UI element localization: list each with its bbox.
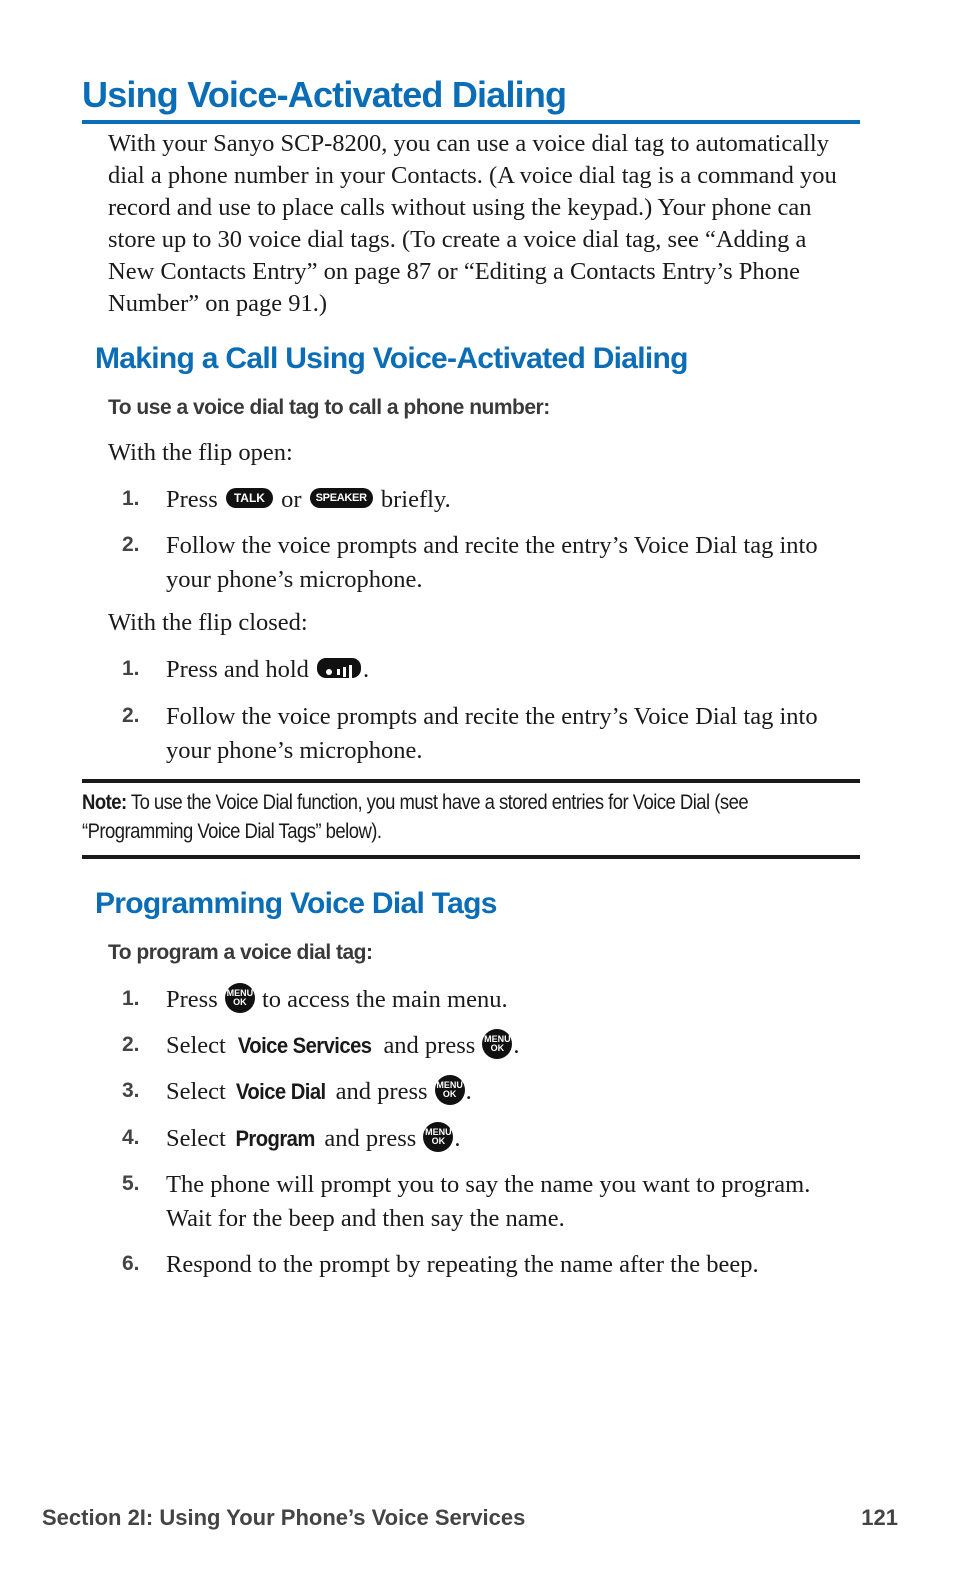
step-number: 3. — [122, 1079, 140, 1102]
note-box — [82, 779, 860, 859]
page-number: 121 — [861, 1505, 898, 1530]
step-text-part: . — [363, 656, 370, 683]
section-lead-program: To program a voice dial tag: — [108, 941, 373, 964]
note-text — [82, 788, 786, 846]
step-text-part: Press — [166, 486, 218, 513]
footer-section-title: Section 2I: Using Your Phone’s Voice Services — [42, 1505, 526, 1530]
speaker-key-icon: SPEAKER — [310, 488, 373, 508]
menu-option-name: Voice Dial — [235, 1079, 326, 1104]
menu-ok-key-icon: MENU OK — [482, 1029, 512, 1059]
step-number: 4. — [122, 1126, 140, 1149]
step-text — [166, 1122, 846, 1156]
step-text-part: to access the main menu. — [261, 986, 508, 1013]
step-text-part: . — [465, 1078, 472, 1105]
section-heading-making-call: Making a Call Using Voice-Activated Dialing — [95, 342, 688, 375]
step-text — [166, 983, 846, 1017]
menu-option-name: Voice Services — [237, 1033, 372, 1058]
step-text-part: and press — [383, 1032, 476, 1059]
step-text — [166, 653, 846, 687]
step-number: 1. — [122, 657, 140, 680]
flip-open-label: With the flip open: — [108, 439, 293, 466]
step-number: 2. — [122, 704, 140, 727]
step-text-part: Press and hold — [166, 656, 309, 683]
step-number: 2. — [122, 533, 140, 556]
flip-closed-label: With the flip closed: — [108, 609, 308, 636]
step-text: Follow the voice prompts and recite the entry’s Voice Dial tag into your phone’s microphone. — [166, 703, 818, 764]
step-text-part: . — [513, 1032, 520, 1059]
menu-ok-key-icon: MENU OK — [435, 1075, 465, 1105]
step-number: 6. — [122, 1252, 140, 1275]
voice-dial-side-key-icon — [317, 658, 361, 678]
step-text: Follow the voice prompts and recite the entry’s Voice Dial tag into your phone’s microphone. — [166, 532, 818, 593]
step-text — [166, 1075, 846, 1109]
page-title: Using Voice-Activated Dialing — [82, 72, 860, 124]
step-text-part: and press — [335, 1078, 428, 1105]
section-heading-programming: Programming Voice Dial Tags — [95, 887, 497, 920]
step-text-part: and press — [324, 1125, 417, 1152]
step-text-part: . — [454, 1125, 461, 1152]
step-number: 2. — [122, 1033, 140, 1056]
talk-key-icon: TALK — [226, 488, 273, 508]
step-number: 1. — [122, 987, 140, 1010]
step-text: Respond to the prompt by repeating the name after the beep. — [166, 1251, 759, 1278]
step-text — [166, 483, 846, 517]
menu-ok-key-icon: MENU OK — [225, 983, 255, 1013]
step-text-part: or — [281, 486, 302, 513]
step-text-part: Press — [166, 986, 218, 1013]
intro-paragraph: With your Sanyo SCP-8200, you can use a voice dial tag to automatically dial a phone number in your Contacts. (A voice dial tag is a command you record and use to place calls without using the keypad.) Your phone can store up to 30 voice dial tags. (To create a voice dial tag, see “Adding a New Contacts Entry” on page 87 or “Editing a Contacts Entry’s Phone Number” on page 91.) — [108, 130, 837, 317]
step-text — [166, 1029, 846, 1063]
step-text-part: Select — [166, 1078, 226, 1105]
step-text: The phone will prompt you to say the name you want to program. Wait for the beep and then say the name. — [166, 1171, 811, 1232]
step-number: 5. — [122, 1172, 140, 1195]
step-text-part: Select — [166, 1125, 226, 1152]
step-number: 1. — [122, 487, 140, 510]
note-label: Note: — [82, 791, 127, 814]
step-text-part: Select — [166, 1032, 226, 1059]
note-body: To use the Voice Dial function, you must have a stored entries for Voice Dial (see “Programming Voice Dial Tags” below). — [82, 791, 749, 843]
step-text-part: briefly. — [380, 486, 451, 513]
section-lead-voice-dial: To use a voice dial tag to call a phone number: — [108, 396, 550, 419]
menu-ok-key-icon: MENU OK — [423, 1122, 453, 1152]
menu-option-name: Program — [235, 1126, 315, 1151]
